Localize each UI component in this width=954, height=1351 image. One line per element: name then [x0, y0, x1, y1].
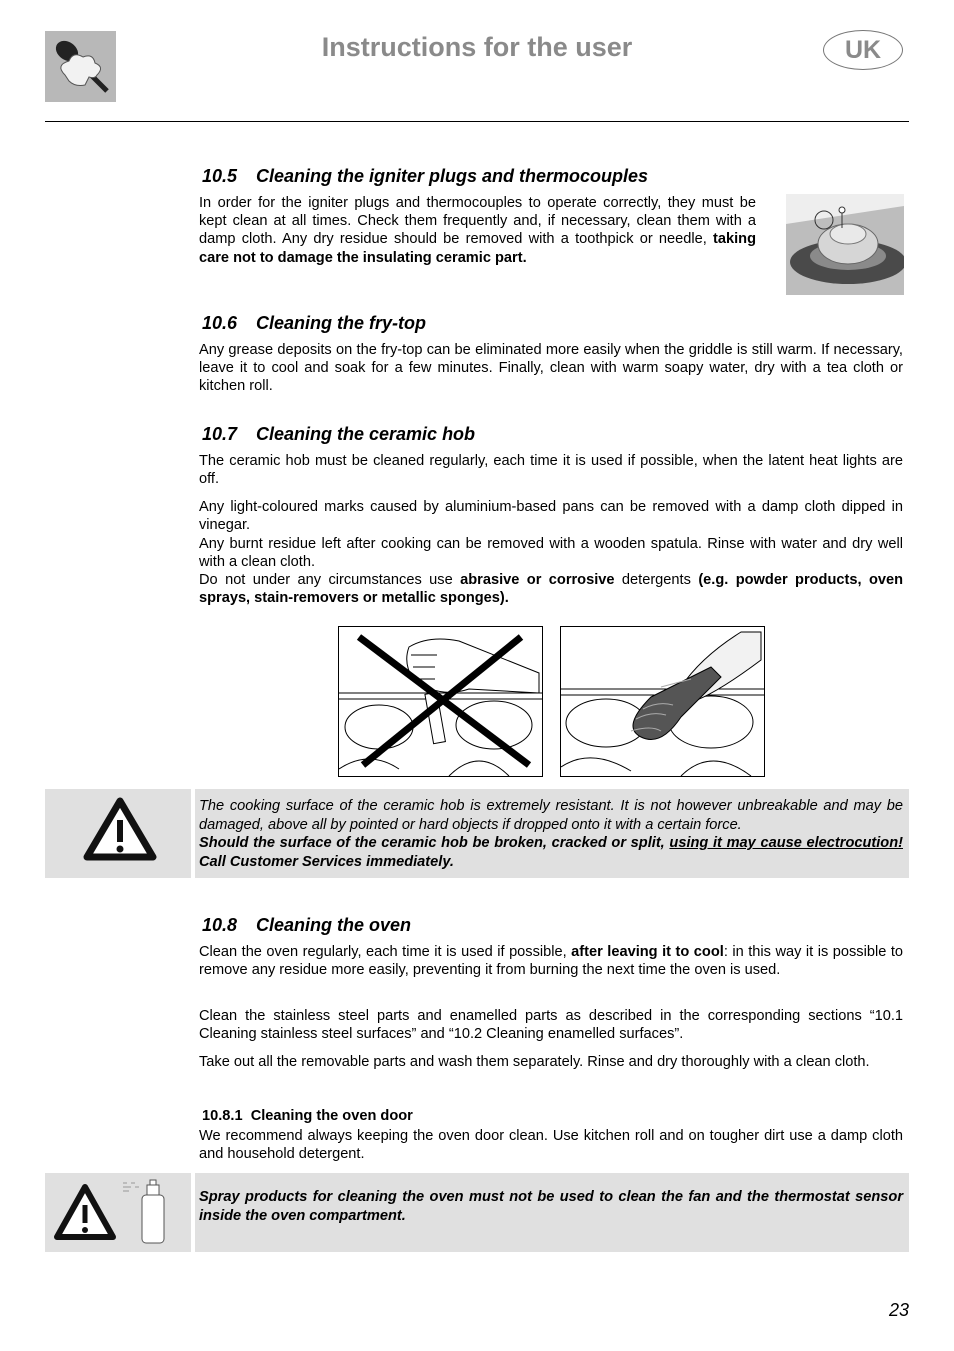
section-number: 10.8: [202, 915, 238, 935]
text: Should the surface of the ceramic hob be broken, cracked or split,: [199, 835, 670, 851]
section-title: Cleaning the igniter plugs and thermocouples: [256, 166, 649, 186]
section-heading-10-6: [202, 313, 426, 334]
section-number: 10.6: [202, 313, 238, 333]
paragraph-bold: taking care not to damage the insulating ceramic part.: [199, 231, 756, 266]
paragraph-igniter: [199, 194, 756, 267]
burner-illustration: [786, 194, 904, 295]
bold-text: after leaving it to cool: [571, 944, 724, 960]
bold-text: (e.g. powder products, oven sprays, stain-removers or metallic sponges).: [199, 572, 904, 607]
warning-box-spray: [45, 1173, 909, 1252]
paragraph-text: In order for the igniter plugs and thermocouples to operate correctly, they must be kept clean at all times. Check them frequently and, if necessary, clean them with a damp cloth. Any dry residue should be removed with a toothpick or needle,: [199, 195, 756, 248]
paragraph-oven-door: We recommend always keeping the oven door clean. Use kitchen roll and on tougher dirt use a damp cloth and household detergent.: [199, 1128, 903, 1163]
spray-can-icon: [123, 1180, 164, 1243]
page-number: 23: [888, 1300, 909, 1320]
warning-line-2: [199, 834, 903, 871]
section-heading-10-7: [202, 424, 475, 445]
subsection-heading-10-8-1: [202, 1108, 413, 1124]
warning-triangle-icon: [45, 789, 191, 878]
warning-box-ceramic: [45, 789, 909, 878]
text: detergents: [614, 572, 699, 588]
section-title: Cleaning the ceramic hob: [256, 424, 476, 444]
paragraph-oven-2: Clean the stainless steel parts and enamelled parts as described in the corresponding sections “10.1 Cleaning stainless steel surfaces” and “10.2 Cleaning enamelled surfaces”.: [199, 1008, 903, 1043]
warning-text: [199, 797, 903, 871]
section-number: 10.5: [202, 166, 238, 186]
warning-triangle-icon: [57, 1187, 113, 1237]
warning-line-1: The cooking surface of the ceramic hob is extremely resistant. It is not however unbreakable and may be damaged, above all by pointed or hard objects if dropped onto it with a certain force.: [199, 798, 903, 833]
warning-icon-cell: [45, 789, 195, 878]
page-title: Instructions for the user: [321, 32, 633, 62]
paragraph-ceramic-1: The ceramic hob must be cleaned regularly, each time it is used if possible, when the latent heat lights are off.: [199, 453, 903, 488]
wrong-scraping-illustration: [338, 626, 543, 777]
paragraph-ceramic-2: Any light-coloured marks caused by aluminium-based pans can be removed with a damp cloth dipped in vinegar.: [199, 499, 903, 534]
text: : in this way it is possible to remove any residue more easily, preventing it from burning the next time the oven is used.: [199, 944, 903, 979]
paragraph-oven-3: Take out all the removable parts and wash them separately. Rinse and dry thoroughly with a clean cloth.: [199, 1054, 870, 1070]
text: Call Customer Services immediately.: [199, 853, 454, 870]
warning-text: Spray products for cleaning the oven must not be used to clean the fan and the thermostat sensor inside the oven compartment.: [199, 1189, 903, 1224]
section-title: Cleaning the oven: [256, 915, 412, 935]
subsection-number: 10.8.1: [202, 1108, 243, 1124]
language-badge: UK: [823, 30, 903, 70]
subsection-title: Cleaning the oven door: [250, 1108, 413, 1124]
bold-text: abrasive or corrosive: [460, 572, 615, 588]
header-divider: [45, 121, 909, 122]
text: Do not under any circumstances use: [199, 572, 461, 588]
underlined-text: using it may cause electrocution!: [669, 835, 903, 851]
section-number: 10.7: [202, 424, 238, 444]
section-heading-10-8: [202, 915, 411, 936]
correct-spatula-illustration: [560, 626, 765, 777]
paragraph-fry-top: Any grease deposits on the fry-top can be eliminated more easily when the griddle is still warm. If necessary, leave it to cool and soak for a few minutes. Finally, clean with warm soapy water, dry with a tea cloth or kitchen roll.: [199, 342, 903, 395]
text: Clean the oven regularly, each time it is used if possible,: [199, 944, 572, 960]
warning-icon-cell: [45, 1173, 195, 1252]
section-heading-10-5: [202, 166, 648, 187]
section-title: Cleaning the fry-top: [256, 313, 426, 333]
paragraph-ceramic-4: [199, 571, 903, 607]
paragraph-ceramic-3: Any burnt residue left after cooking can be removed with a wooden spatula. Rinse with water and dry well with a clean cloth.: [199, 536, 903, 571]
paragraph-oven-1: [199, 943, 903, 979]
